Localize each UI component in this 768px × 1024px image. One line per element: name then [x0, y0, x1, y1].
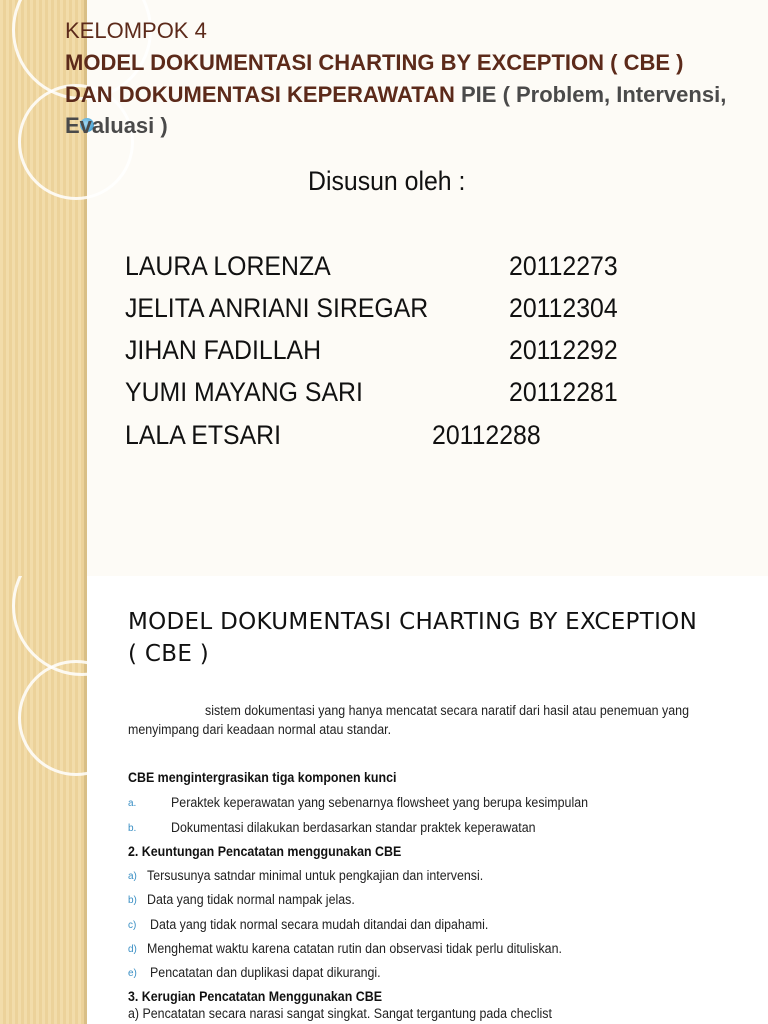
slide-title-line-3: Evaluasi ): [65, 113, 168, 138]
list-marker: e): [128, 968, 137, 979]
slide-2-title-line-2: ( CBE ): [128, 641, 210, 667]
list-item: Tersusunya satndar minimal untuk pengkajian dan intervensi.: [147, 868, 484, 883]
list-item: Data yang tidak normal nampak jelas.: [147, 892, 355, 907]
disadvantage-item: a) Pencatatan secara narasi sangat singkat. Sangat tergantung pada checlist: [128, 1006, 552, 1021]
advantages-heading: 2. Keuntungan Pencatatan menggunakan CBE: [128, 844, 402, 859]
prepared-by-label: Disusun oleh :: [308, 166, 466, 196]
list-marker: a.: [128, 798, 137, 809]
member-name: LALA ETSARI: [125, 420, 282, 450]
list-marker: d): [128, 944, 137, 955]
member-name: JELITA ANRIANI SIREGAR: [125, 293, 429, 323]
list-marker: a): [128, 871, 137, 882]
components-heading: CBE mengintergrasikan tiga komponen kunci: [128, 770, 397, 785]
list-item: Menghemat waktu karena catatan rutin dan observasi tidak perlu dituliskan.: [147, 941, 562, 956]
definition-line-1: sistem dokumentasi yang hanya mencatat secara naratif dari hasil atau penemuan yang: [205, 703, 689, 718]
slide-title-line-1: MODEL DOKUMENTASI CHARTING BY EXCEPTION ( CBE ): [65, 50, 684, 75]
list-item: Dokumentasi dilakukan berdasarkan standar praktek keperawatan: [171, 820, 536, 835]
member-name: YUMI MAYANG SARI: [125, 377, 363, 407]
definition-line-2: menyimpang dari keadaan normal atau standar.: [128, 722, 392, 737]
group-label: KELOMPOK 4: [65, 18, 207, 43]
list-item: Data yang tidak normal secara mudah ditandai dan dipahami.: [150, 917, 489, 932]
list-marker: c): [128, 920, 137, 931]
member-nim: 20112281: [509, 377, 618, 407]
slide-title-line-2: [65, 82, 726, 108]
member-name: LAURA LORENZA: [125, 251, 331, 281]
member-nim: 20112304: [509, 293, 618, 323]
list-item: Pencatatan dan duplikasi dapat dikurangi.: [150, 965, 381, 980]
member-nim: 20112273: [509, 251, 618, 281]
list-marker: b.: [128, 823, 137, 834]
title-part-a: DAN DOKUMENTASI KEPERAWATAN: [65, 82, 461, 107]
list-item: Peraktek keperawatan yang sebenarnya flowsheet yang berupa kesimpulan: [171, 795, 589, 810]
slide-2-title: [128, 606, 697, 670]
decorative-ring: [18, 660, 134, 776]
slide-2-title-line-1: MODEL DOKUMENTASI CHARTING BY EXCEPTION: [128, 609, 698, 635]
title-part-b: PIE ( Problem, Intervensi,: [461, 82, 727, 107]
list-marker: b): [128, 895, 137, 906]
member-name: JIHAN FADILLAH: [125, 335, 322, 365]
disadvantages-heading: 3. Kerugian Pencatatan Menggunakan CBE: [128, 989, 382, 1004]
member-nim: 20112288: [432, 420, 541, 450]
member-nim: 20112292: [509, 335, 618, 365]
